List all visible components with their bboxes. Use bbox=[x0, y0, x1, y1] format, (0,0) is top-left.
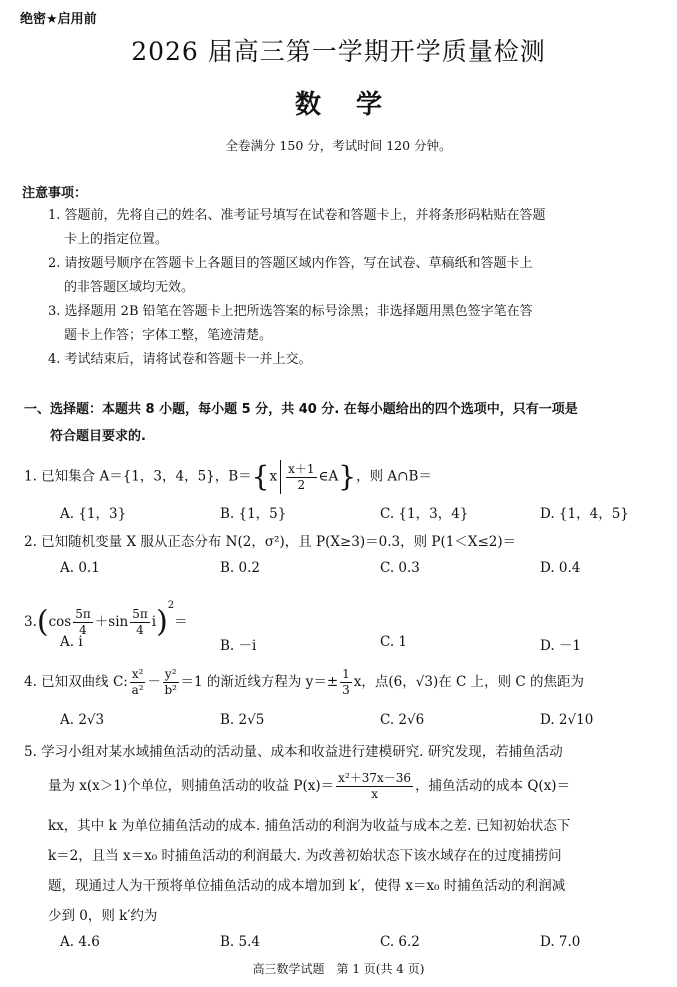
notice-title: 注意事项： bbox=[22, 186, 88, 201]
q2-option-b[interactable]: B. 0.2 bbox=[220, 560, 260, 576]
q4-option-a[interactable]: A. 2√3 bbox=[60, 712, 105, 728]
question-2: 2. 已知随机变量 X 服从正态分布 N(2，σ²)，且 P(X≥3)＝0.3，则 P(1＜X≤2)＝ bbox=[24, 534, 517, 550]
q4-option-d[interactable]: D. 2√10 bbox=[540, 712, 594, 728]
question-5-line-5: 题，现通过人为干预将单位捕鱼活动的成本增加到 k′，使得 x＝x₀ 时捕鱼活动的利润减 bbox=[48, 878, 566, 894]
q2-option-a[interactable]: A. 0.1 bbox=[60, 560, 100, 576]
q2-option-d[interactable]: D. 0.4 bbox=[540, 560, 581, 576]
q3-option-c[interactable]: C. 1 bbox=[380, 634, 408, 650]
question-5-line-6: 少到 0，则 k′约为 bbox=[48, 908, 158, 924]
q1-option-b[interactable]: B. {1，5} bbox=[220, 506, 287, 522]
q3-option-b[interactable]: B. －i bbox=[220, 638, 257, 654]
notice-item-2: 2. 请按题号顺序在答题卡上各题目的答题区域内作答，写在试卷、草稿纸和答题卡上 的非答题区域均无效。 bbox=[48, 256, 533, 295]
notice-item-3: 3. 选择题用 2B 铅笔在答题卡上把所选答案的标号涂黑；非选择题用黑色签字笔在答 题卡上作答；字体工整，笔迹清楚。 bbox=[48, 304, 533, 343]
q5-option-c[interactable]: C. 6.2 bbox=[380, 934, 420, 950]
q5-option-a[interactable]: A. 4.6 bbox=[60, 934, 100, 950]
section-heading: 一、选择题：本题共 8 小题，每小题 5 分，共 40 分. 在每小题给出的四个选项中，只有一项是 符合题目要求的. bbox=[24, 402, 578, 444]
notice-item-4: 4. 考试结束后，请将试卷和答题卡一并上交。 bbox=[48, 352, 312, 367]
q3-option-a[interactable]: A. i bbox=[60, 634, 83, 650]
q4-option-b[interactable]: B. 2√5 bbox=[220, 712, 265, 728]
notice-item-1: 1. 答题前，先将自己的姓名、准考证号填写在试卷和答题卡上，并将条形码粘贴在答题 卡上的指定位置。 bbox=[48, 208, 546, 247]
q1-option-a[interactable]: A. {1，3} bbox=[60, 506, 127, 522]
exam-info: 全卷满分 150 分，考试时间 120 分钟。 bbox=[225, 138, 452, 153]
q5-option-d[interactable]: D. 7.0 bbox=[540, 934, 581, 950]
q4-option-c[interactable]: C. 2√6 bbox=[380, 712, 425, 728]
q1-option-c[interactable]: C. {1，3，4} bbox=[380, 506, 469, 522]
q1-option-d[interactable]: D. {1，4，5} bbox=[540, 506, 629, 522]
question-5-line-1: 5. 学习小组对某水域捕鱼活动的活动量、成本和收益进行建模研究. 研究发现，若捕鱼活动 bbox=[24, 744, 563, 760]
q5-option-b[interactable]: B. 5.4 bbox=[220, 934, 260, 950]
question-5-line-2: 量为 x(x＞1)个单位，则捕鱼活动的收益 P(x)＝ $\frac{\text{x²＋37x－36}}{x}$ ，捕鱼活动的成本 Q(x)＝ bbox=[48, 771, 571, 801]
question-3: 3.(cos $\frac{5\pi}{4}$ ＋sin $\frac{5\pi}{4}$ i)$^2$＝ bbox=[24, 600, 188, 640]
subject-title: 数 学 bbox=[294, 90, 383, 120]
page-title: 2026 届高三第一学期开学质量检测 bbox=[131, 37, 546, 66]
q2-option-c[interactable]: C. 0.3 bbox=[380, 560, 420, 576]
question-4: 4. 已知双曲线 C: $\frac{\text{x²}}{\text{a²}}$ － $\frac{\text{y²}}{\text{b²}}$ ＝1 的渐近线方程为 y＝± $\frac{1}{3}$ x，点(6，√3)在 C 上，则 C 的焦距为 bbox=[24, 667, 585, 697]
page-footer: 高三数学试题 第 1 页(共 4 页) bbox=[252, 962, 425, 976]
q3-option-d[interactable]: D. －1 bbox=[540, 638, 582, 654]
secret-label: 绝密★启用前 bbox=[20, 12, 97, 27]
question-5-line-3: kx，其中 k 为单位捕鱼活动的成本. 捕鱼活动的利润为收益与成本之差. 已知初始状态下 bbox=[48, 818, 571, 834]
question-1: 1. 已知集合 A＝{1，3，4，5}，B＝{x $\frac{x+1}{2}$ ∈A}，则 A∩B＝ bbox=[24, 460, 432, 493]
question-5-line-4: k＝2，且当 x＝x₀ 时捕鱼活动的利润最大. 为改善初始状态下该水域存在的过度捕捞问 bbox=[48, 848, 562, 864]
